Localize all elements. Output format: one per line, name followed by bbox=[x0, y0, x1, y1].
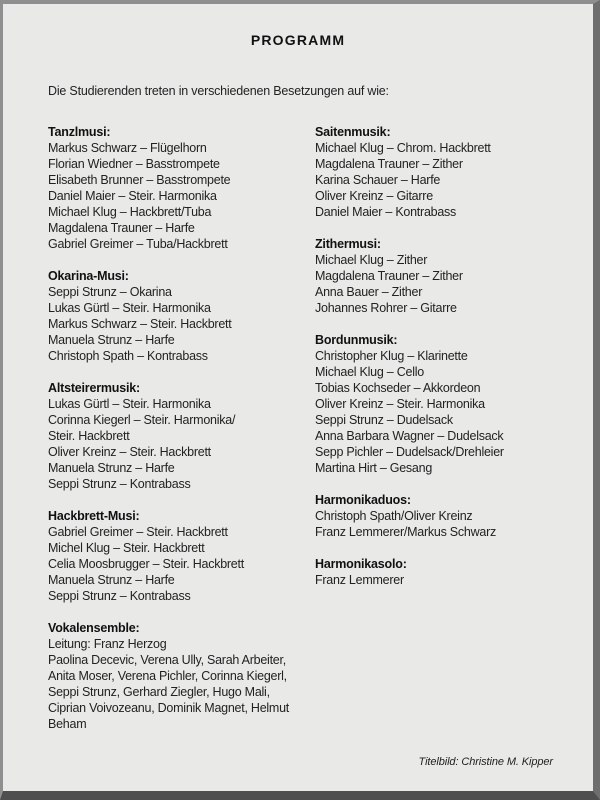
program-line: Lukas Gürtl – Steir. Harmonika bbox=[48, 397, 211, 411]
program-line: Florian Wiedner – Basstrompete bbox=[48, 157, 220, 171]
section-heading: Okarina-Musi: bbox=[48, 269, 129, 283]
program-line: Seppi Strunz, Gerhard Ziegler, Hugo Mali, bbox=[48, 685, 270, 699]
section-lines bbox=[48, 636, 315, 732]
program-line: Beham bbox=[48, 717, 87, 731]
program-line: Christopher Klug – Klarinette bbox=[315, 349, 468, 363]
program-line: Manuela Strunz – Harfe bbox=[48, 333, 175, 347]
section-lines bbox=[48, 284, 315, 364]
program-section bbox=[48, 124, 315, 252]
program-line: Manuela Strunz – Harfe bbox=[48, 461, 175, 475]
program-line: Seppi Strunz – Kontrabass bbox=[48, 477, 191, 491]
section-heading: Tanzlmusi: bbox=[48, 125, 111, 139]
program-section bbox=[48, 268, 315, 364]
program-line: Franz Lemmerer/Markus Schwarz bbox=[315, 525, 496, 539]
program-line: Magdalena Trauner – Harfe bbox=[48, 221, 195, 235]
program-line: Seppi Strunz – Kontrabass bbox=[48, 589, 191, 603]
program-section bbox=[48, 620, 315, 732]
columns-container bbox=[48, 124, 593, 748]
section-heading: Bordunmusik: bbox=[315, 333, 398, 347]
section-heading: Harmonikasolo: bbox=[315, 557, 407, 571]
program-line: Gabriel Greimer – Tuba/Hackbrett bbox=[48, 237, 228, 251]
program-line: Oliver Kreinz – Steir. Hackbrett bbox=[48, 445, 211, 459]
program-line: Corinna Kiegerl – Steir. Harmonika/ bbox=[48, 413, 236, 427]
program-line: Anna Bauer – Zither bbox=[315, 285, 423, 299]
section-lines bbox=[315, 572, 585, 588]
section-heading: Harmonikaduos: bbox=[315, 493, 411, 507]
program-line: Steir. Hackbrett bbox=[48, 429, 130, 443]
program-line: Lukas Gürtl – Steir. Harmonika bbox=[48, 301, 211, 315]
program-section bbox=[48, 508, 315, 604]
program-line: Gabriel Greimer – Steir. Hackbrett bbox=[48, 525, 228, 539]
program-line: Seppi Strunz – Dudelsack bbox=[315, 413, 453, 427]
program-line: Manuela Strunz – Harfe bbox=[48, 573, 175, 587]
program-line: Anna Barbara Wagner – Dudelsack bbox=[315, 429, 504, 443]
program-line: Ciprian Voivozeanu, Dominik Magnet, Helmut bbox=[48, 701, 290, 715]
section-lines bbox=[315, 140, 585, 220]
section-heading: Zithermusi: bbox=[315, 237, 381, 251]
section-lines bbox=[315, 508, 585, 540]
intro-text: Die Studierenden treten in verschiedenen Besetzungen auf wie: bbox=[48, 84, 389, 98]
program-line: Elisabeth Brunner – Basstrompete bbox=[48, 173, 231, 187]
section-heading: Altsteirermusik: bbox=[48, 381, 140, 395]
section-lines bbox=[48, 524, 315, 604]
program-line: Markus Schwarz – Steir. Hackbrett bbox=[48, 317, 232, 331]
program-section bbox=[315, 236, 585, 316]
credit-text: Titelbild: Christine M. Kipper bbox=[418, 756, 553, 768]
program-section bbox=[315, 556, 585, 588]
section-heading: Saitenmusik: bbox=[315, 125, 391, 139]
program-line: Michael Klug – Cello bbox=[315, 365, 424, 379]
program-line: Leitung: Franz Herzog bbox=[48, 637, 167, 651]
left-column bbox=[48, 124, 315, 748]
program-line: Anita Moser, Verena Pichler, Corinna Kiegerl, bbox=[48, 669, 287, 683]
program-line: Tobias Kochseder – Akkordeon bbox=[315, 381, 481, 395]
section-heading: Vokalensemble: bbox=[48, 621, 140, 635]
section-lines bbox=[48, 140, 315, 252]
section-lines bbox=[48, 396, 315, 492]
right-column bbox=[315, 124, 593, 748]
section-lines bbox=[315, 252, 585, 316]
program-line: Seppi Strunz – Okarina bbox=[48, 285, 172, 299]
program-line: Christoph Spath – Kontrabass bbox=[48, 349, 208, 363]
program-line: Franz Lemmerer bbox=[315, 573, 404, 587]
program-line: Paolina Decevic, Verena Ully, Sarah Arbeiter, bbox=[48, 653, 286, 667]
program-line: Celia Moosbrugger – Steir. Hackbrett bbox=[48, 557, 244, 571]
program-line: Michael Klug – Hackbrett/Tuba bbox=[48, 205, 212, 219]
section-lines bbox=[315, 348, 585, 476]
program-line: Sepp Pichler – Dudelsack/Drehleier bbox=[315, 445, 504, 459]
program-line: Johannes Rohrer – Gitarre bbox=[315, 301, 457, 315]
program-line: Michel Klug – Steir. Hackbrett bbox=[48, 541, 205, 555]
program-line: Christoph Spath/Oliver Kreinz bbox=[315, 509, 473, 523]
program-line: Daniel Maier – Kontrabass bbox=[315, 205, 457, 219]
program-line: Daniel Maier – Steir. Harmonika bbox=[48, 189, 217, 203]
program-section bbox=[315, 332, 585, 476]
program-line: Magdalena Trauner – Zither bbox=[315, 157, 463, 171]
page-title: PROGRAMM bbox=[250, 32, 346, 48]
program-line: Martina Hirt – Gesang bbox=[315, 461, 433, 475]
program-line: Michael Klug – Zither bbox=[315, 253, 428, 267]
program-line: Oliver Kreinz – Steir. Harmonika bbox=[315, 397, 485, 411]
program-line: Karina Schauer – Harfe bbox=[315, 173, 441, 187]
program-line: Magdalena Trauner – Zither bbox=[315, 269, 463, 283]
program-section bbox=[315, 492, 585, 540]
section-heading: Hackbrett-Musi: bbox=[48, 509, 140, 523]
program-section bbox=[48, 380, 315, 492]
program-section bbox=[315, 124, 585, 220]
program-line: Michael Klug – Chrom. Hackbrett bbox=[315, 141, 491, 155]
program-line: Oliver Kreinz – Gitarre bbox=[315, 189, 433, 203]
program-line: Markus Schwarz – Flügelhorn bbox=[48, 141, 207, 155]
